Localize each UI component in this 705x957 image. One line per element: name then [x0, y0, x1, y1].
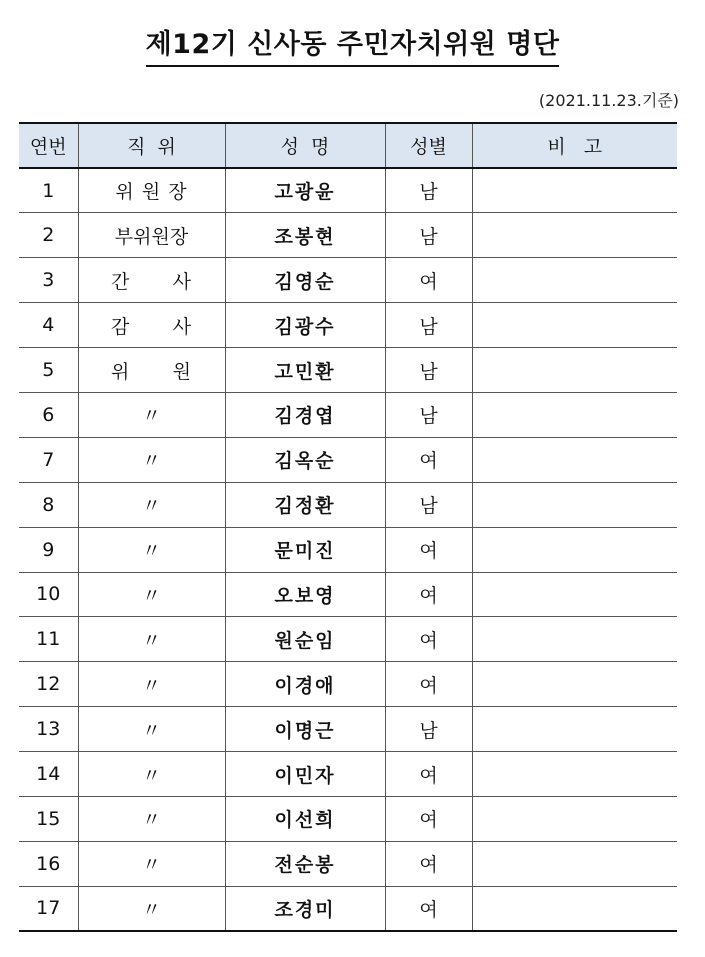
- cell-note: [472, 213, 677, 258]
- cell-no: 11: [19, 617, 78, 662]
- cell-name: 김옥순: [225, 437, 385, 482]
- cell-sex: 여: [385, 752, 472, 797]
- cell-sex: 남: [385, 482, 472, 527]
- cell-no: 1: [19, 168, 78, 213]
- cell-position: 감 사: [78, 303, 225, 348]
- cell-sex: 남: [385, 348, 472, 393]
- cell-position: 〃: [78, 527, 225, 572]
- cell-no: 4: [19, 303, 78, 348]
- cell-name: 전순봉: [225, 841, 385, 886]
- basis-date: (2021.11.23.기준): [538, 91, 679, 110]
- cell-sex: 여: [385, 662, 472, 707]
- cell-position: 〃: [78, 796, 225, 841]
- cell-note: [472, 392, 677, 437]
- cell-position: 〃: [78, 437, 225, 482]
- cell-no: 13: [19, 707, 78, 752]
- cell-sex: 남: [385, 168, 472, 213]
- cell-position: 〃: [78, 886, 225, 931]
- cell-no: 17: [19, 886, 78, 931]
- cell-name: 문미진: [225, 527, 385, 572]
- cell-position: 〃: [78, 707, 225, 752]
- cell-note: [472, 572, 677, 617]
- cell-position: 〃: [78, 572, 225, 617]
- cell-name: 이선희: [225, 796, 385, 841]
- cell-sex: 여: [385, 258, 472, 303]
- cell-note: [472, 841, 677, 886]
- cell-position: 〃: [78, 841, 225, 886]
- cell-note: [472, 617, 677, 662]
- cell-name: 고민환: [225, 348, 385, 393]
- cell-name: 원순임: [225, 617, 385, 662]
- cell-name: 오보영: [225, 572, 385, 617]
- cell-sex: 남: [385, 213, 472, 258]
- cell-name: 이경애: [225, 662, 385, 707]
- cell-note: [472, 886, 677, 931]
- cell-no: 5: [19, 348, 78, 393]
- cell-name: 이민자: [225, 752, 385, 797]
- cell-no: 14: [19, 752, 78, 797]
- cell-note: [472, 168, 677, 213]
- table-row: [19, 437, 677, 482]
- page-title: [0, 26, 705, 67]
- table-row: [19, 572, 677, 617]
- cell-name: 김경엽: [225, 392, 385, 437]
- cell-no: 16: [19, 841, 78, 886]
- cell-sex: 여: [385, 617, 472, 662]
- cell-note: [472, 662, 677, 707]
- table-row: [19, 527, 677, 572]
- cell-note: [472, 796, 677, 841]
- cell-name: 김광수: [225, 303, 385, 348]
- table-row: [19, 752, 677, 797]
- header-no: 연번: [19, 123, 78, 168]
- cell-no: 7: [19, 437, 78, 482]
- table-row: [19, 482, 677, 527]
- cell-note: [472, 258, 677, 303]
- header-sex: 성별: [385, 123, 472, 168]
- table-row: [19, 258, 677, 303]
- cell-note: [472, 482, 677, 527]
- cell-position: 〃: [78, 752, 225, 797]
- table-header-row: [19, 123, 677, 168]
- cell-sex: 여: [385, 572, 472, 617]
- cell-note: [472, 527, 677, 572]
- cell-position: 〃: [78, 662, 225, 707]
- table-row: [19, 303, 677, 348]
- cell-position: 〃: [78, 392, 225, 437]
- cell-name: 고광윤: [225, 168, 385, 213]
- cell-sex: 남: [385, 707, 472, 752]
- cell-note: [472, 752, 677, 797]
- cell-no: 2: [19, 213, 78, 258]
- cell-sex: 남: [385, 392, 472, 437]
- table-row: [19, 707, 677, 752]
- cell-position: 위 원 장: [78, 168, 225, 213]
- cell-position: 〃: [78, 617, 225, 662]
- cell-sex: 여: [385, 527, 472, 572]
- cell-sex: 여: [385, 841, 472, 886]
- cell-name: 김정환: [225, 482, 385, 527]
- cell-note: [472, 348, 677, 393]
- cell-no: 15: [19, 796, 78, 841]
- header-name: 성 명: [225, 123, 385, 168]
- cell-name: 이명근: [225, 707, 385, 752]
- cell-name: 조경미: [225, 886, 385, 931]
- cell-no: 12: [19, 662, 78, 707]
- cell-note: [472, 303, 677, 348]
- table-row: [19, 886, 677, 931]
- table-row: [19, 796, 677, 841]
- cell-name: 조봉현: [225, 213, 385, 258]
- cell-sex: 여: [385, 796, 472, 841]
- cell-sex: 여: [385, 437, 472, 482]
- table-row: [19, 617, 677, 662]
- member-table: [19, 122, 677, 932]
- cell-note: [472, 437, 677, 482]
- table-row: [19, 348, 677, 393]
- cell-position: 〃: [78, 482, 225, 527]
- cell-note: [472, 707, 677, 752]
- cell-position: 위 원: [78, 348, 225, 393]
- table-row: [19, 662, 677, 707]
- cell-sex: 여: [385, 886, 472, 931]
- cell-no: 3: [19, 258, 78, 303]
- table-row: [19, 213, 677, 258]
- cell-position: 부위원장: [78, 213, 225, 258]
- table-row: [19, 841, 677, 886]
- cell-no: 6: [19, 392, 78, 437]
- table-row: [19, 168, 677, 213]
- cell-no: 8: [19, 482, 78, 527]
- cell-sex: 남: [385, 303, 472, 348]
- cell-no: 9: [19, 527, 78, 572]
- header-note: 비 고: [472, 123, 677, 168]
- cell-position: 간 사: [78, 258, 225, 303]
- cell-no: 10: [19, 572, 78, 617]
- header-position: 직 위: [78, 123, 225, 168]
- page-title-text: 제12기 신사동 주민자치위원 명단: [146, 26, 560, 67]
- table-row: [19, 392, 677, 437]
- cell-name: 김영순: [225, 258, 385, 303]
